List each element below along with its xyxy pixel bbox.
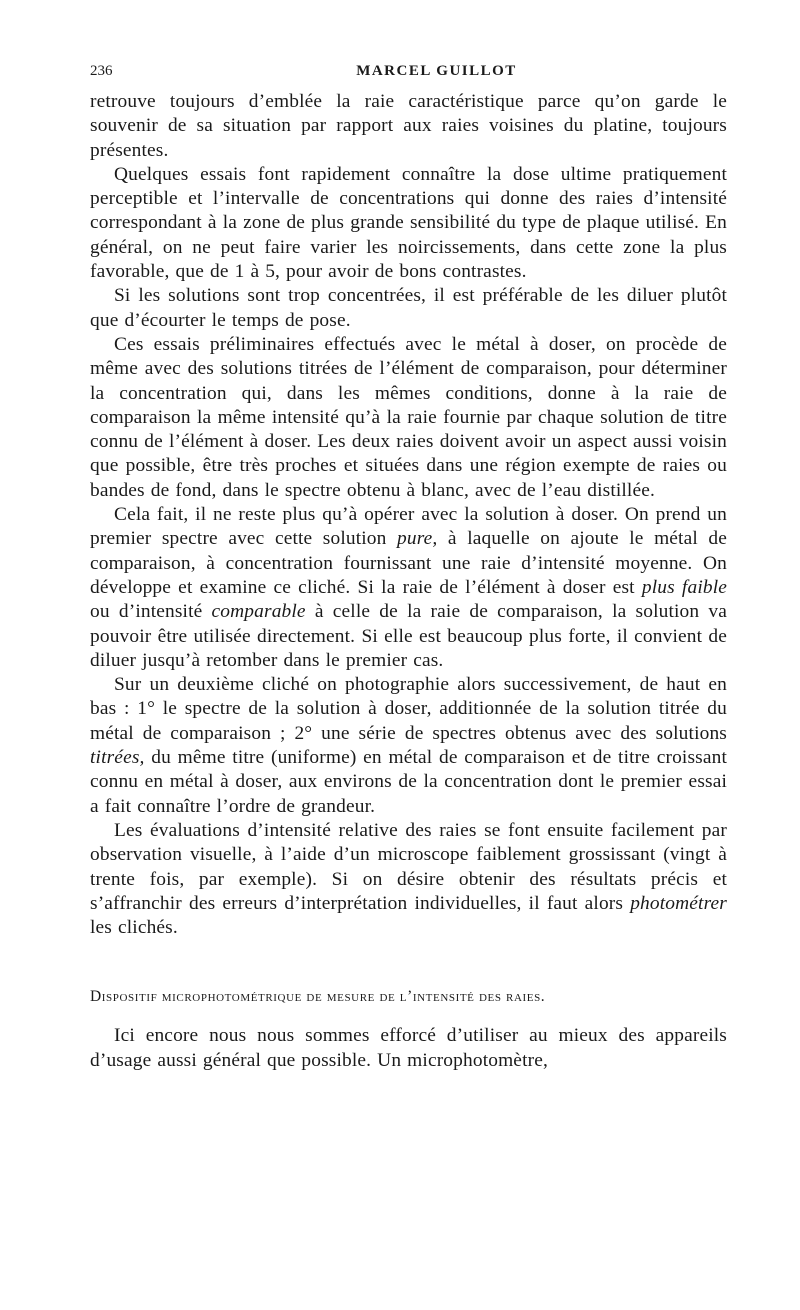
paragraph-7-text-b: les clichés. — [90, 917, 178, 939]
page-number: 236 — [90, 63, 113, 79]
running-head-author: MARCEL GUILLOT — [356, 63, 517, 79]
paragraph-5-emphasis-pure: pure, — [397, 528, 438, 550]
paragraph-5 — [90, 503, 727, 673]
paragraph-6 — [90, 673, 727, 819]
paragraph-6-text-a: Sur un deuxième cliché on photographie alors successivement, de haut en bas : 1° le spectre de la solution à doser, additionnée de la solution titrée du métal de comparaison ; 2° une série de spectres obtenus avec des solutions — [90, 674, 727, 744]
paragraph-7-emphasis-photometrer: photométrer — [630, 892, 727, 914]
paragraph-6-text-b: du même titre (uniforme) en métal de comparaison et de titre croissant connu en métal à doser, aux environs de la concentration dont le premier essai a fait connaître l’ordre de grandeur. — [90, 747, 727, 817]
paragraph-5-emphasis-comparable: comparable — [211, 601, 306, 623]
paragraph-5-text-d: à celle de la raie de comparaison, la solution va pouvoir être utilisée directement. Si elle est beaucoup plus forte, il convient de diluer jusqu’à retomber dans le premier cas. — [90, 601, 727, 671]
running-head — [90, 60, 727, 90]
section-body — [90, 1024, 727, 1073]
body-text — [90, 90, 727, 940]
paragraph-5-text-b: à laquelle on ajoute le métal de comparaison, à concentration fournissant une raie d’intensité moyenne. On développe et examine ce cliché. Si la raie de l’élément à doser est — [90, 528, 728, 598]
paragraph-4: Ces essais préliminaires effectués avec le métal à doser, on procède de même avec des solutions titrées de l’élément de comparaison, pour déterminer la concentration qui, dans les mêmes conditions, donne à la raie de comparaison la même intensité qu’à la raie fournie par chaque solution de titre connu de l’élément à doser. Les deux raies doivent avoir un aspect aussi voisin que possible, être très proches et situées dans une région exempte de raies ou bandes de fond, dans le spectre obtenu à blanc, avec de l’eau distillée. — [90, 333, 727, 501]
section-heading: Dispositif microphotométrique de mesure de l’intensité des raies. — [90, 988, 546, 1006]
paragraph-6-emphasis-titrees: titrées, — [90, 747, 145, 769]
paragraph-7-text-a: Les évaluations d’intensité relative des raies se font ensuite facilement par observation visuelle, à l’aide d’un microscope faiblement grossissant (vingt à trente fois, par exemple). Si on désire obtenir des résultats précis et s’affranchir des erreurs d’interprétation individuelles, il faut alors — [90, 819, 727, 914]
book-page — [90, 60, 727, 1073]
paragraph-1: retrouve toujours d’emblée la raie caractéristique parce qu’on garde le souvenir de sa situation par rapport aux raies voisines du platine, toujours présentes. — [90, 91, 727, 161]
paragraph-3: Si les solutions sont trop concentrées, il est préférable de les diluer plutôt que d’écourter le temps de pose. — [90, 285, 727, 331]
paragraph-5-emphasis-plus-faible: plus faible — [641, 576, 727, 598]
paragraph-2: Quelques essais font rapidement connaître la dose ultime pratiquement perceptible et l’intervalle de concentrations qui donne des raies d’intensité correspondant à la zone de plus grande sensibilité du type de plaque utilisé. En général, on ne peut faire varier les noircissements, dans cette zone la plus favorable, que de 1 à 5, pour avoir de bons contrastes. — [90, 163, 727, 283]
paragraph-5-text-c: ou d’intensité — [90, 601, 212, 623]
paragraph-5-text-a: Cela fait, il ne reste plus qu’à opérer avec la solution à doser. On prend un premier spectre avec cette solution — [90, 504, 727, 550]
section-paragraph-1: Ici encore nous nous sommes efforcé d’utiliser au mieux des appareils d’usage aussi général que possible. Un microphotomètre, — [90, 1025, 727, 1071]
paragraph-7 — [90, 819, 727, 940]
